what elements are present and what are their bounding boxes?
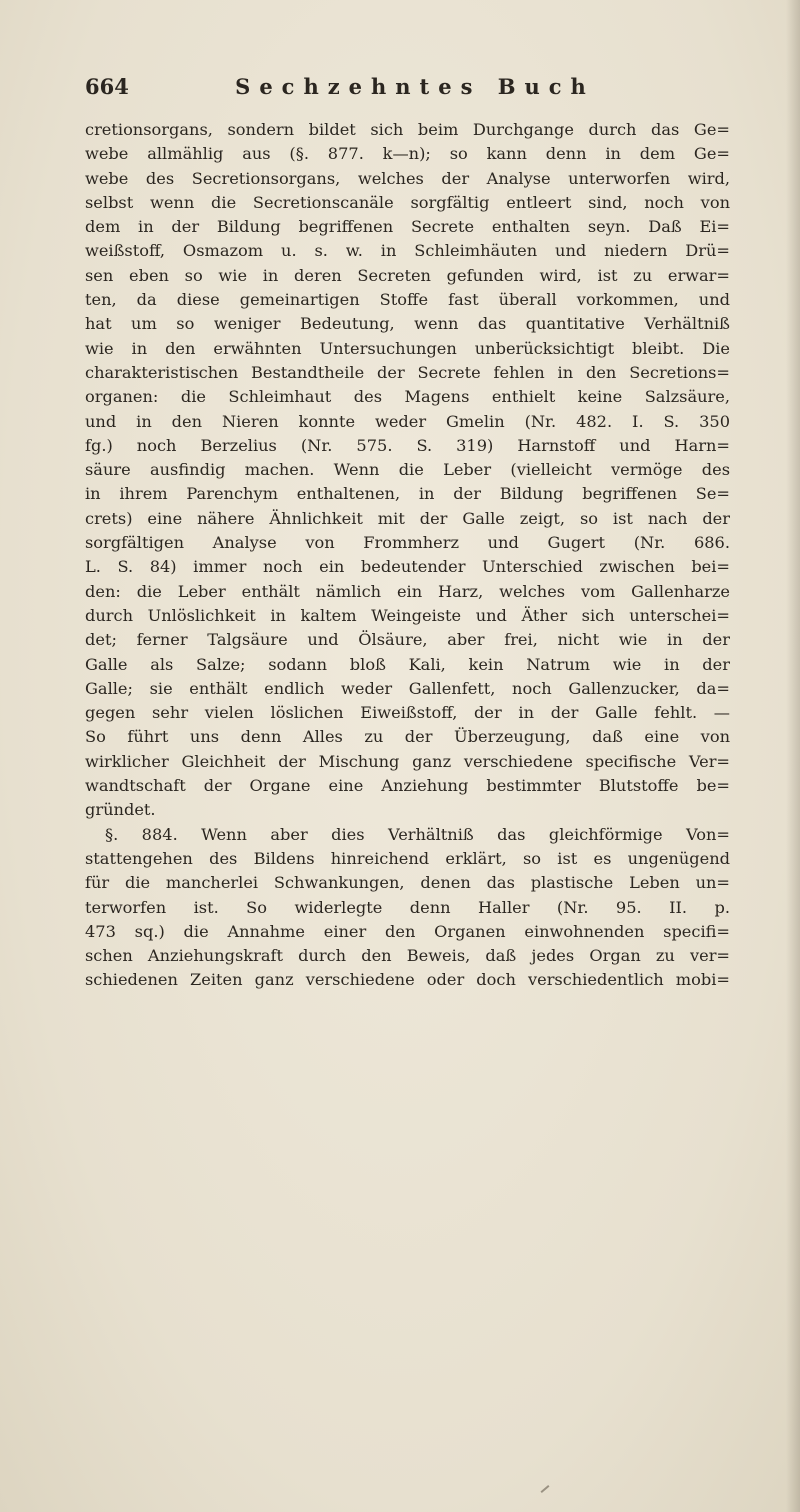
text-line: crets) eine nähere Ähnlichkeit mit der Galle zeigt, so ist nach der [85,508,730,528]
text-line: selbst wenn die Secretionscanäle sorgfältig entleert sind, noch von [85,192,730,212]
text-line: sen eben so wie in deren Secreten gefunden wird, ist zu erwar= [85,265,730,285]
text-line: 473 sq.) die Annahme einer den Organen einwohnenden specifi= [85,921,730,941]
page-header [85,74,725,108]
text-line: den: die Leber enthält nämlich ein Harz, welches vom Gallenharze [85,581,730,601]
text-line: säure ausfindig machen. Wenn die Leber (vielleicht vermöge des [85,460,730,480]
text-line: So führt uns denn Alles zu der Überzeugung, daß eine von [85,727,730,747]
text-line: hat um so weniger Bedeutung, wenn das quantitative Verhältniß [85,314,730,334]
paragraph-end-line: gründet. [85,800,156,820]
text-line: charakteristischen Bestandtheile der Secrete fehlen in den Secretions= [85,362,730,382]
text-line: schen Anziehungskraft durch den Beweis, daß jedes Organ zu ver= [85,946,730,966]
text-line: terworfen ist. So widerlegte denn Haller (Nr. 95. II. p. [85,897,730,917]
text-line: Galle; sie enthält endlich weder Gallenfett, noch Gallenzucker, da= [85,678,730,698]
text-line: gegen sehr vielen löslichen Eiweißstoff, der in der Galle fehlt. — [85,703,730,723]
text-line: sorgfältigen Analyse von Frommherz und Gugert (Nr. 686. [85,533,730,553]
text-line: wandtschaft der Organe eine Anziehung bestimmter Blutstoffe be= [85,776,730,796]
text-line: dem in der Bildung begriffenen Secrete enthalten seyn. Daß Ei= [85,217,730,237]
text-line: webe allmählig aus (§. 877. k—n); so kann denn in dem Ge= [85,144,730,164]
text-line: cretionsorgans, sondern bildet sich beim Durchgange durch das Ge= [85,120,730,139]
page-number: 664 [85,74,129,99]
text-line: webe des Secretionsorgans, welches der Analyse unterworfen wird, [85,168,730,188]
body-text [85,118,730,993]
text-line: wie in den erwähnten Untersuchungen unberücksichtigt bleibt. Die [85,338,730,358]
text-line: L. S. 84) immer noch ein bedeutender Unterschied zwischen bei= [85,557,730,577]
text-line: schiedenen Zeiten ganz verschiedene oder doch verschiedentlich mobi= [85,970,730,990]
text-line: organen: die Schleimhaut des Magens enthielt keine Salzsäure, [85,387,730,407]
text-line: in ihrem Parenchym enthaltenen, in der Bildung begriffenen Se= [85,484,730,504]
text-line: wirklicher Gleichheit der Mischung ganz verschiedene specifische Ver= [85,751,730,771]
running-title: Sechzehntes Buch [235,74,595,99]
text-line: fg.) noch Berzelius (Nr. 575. S. 319) Harnstoff und Harn= [85,435,730,455]
text-line: und in den Nieren konnte weder Gmelin (Nr. 482. I. S. 350 [85,411,730,431]
pencil-mark [541,1485,550,1493]
section-start-line: §. 884. Wenn aber dies Verhältniß das gleichförmige Von= [105,824,730,844]
text-line: stattengehen des Bildens hinreichend erklärt, so ist es ungenügend [85,848,730,868]
text-line: durch Unlöslichkeit in kaltem Weingeiste und Äther sich unterschei= [85,605,730,625]
text-line: weißstoff, Osmazom u. s. w. in Schleimhäuten und niedern Drü= [85,241,730,261]
text-line: Galle als Salze; sodann bloß Kali, kein Natrum wie in der [85,654,730,674]
text-line: für die mancherlei Schwankungen, denen das plastische Leben un= [85,873,730,893]
text-line: det; ferner Talgsäure und Ölsäure, aber frei, nicht wie in der [85,630,730,650]
page-edge-shadow [786,0,800,1512]
text-line: ten, da diese gemeinartigen Stoffe fast überall vorkommen, und [85,290,730,310]
